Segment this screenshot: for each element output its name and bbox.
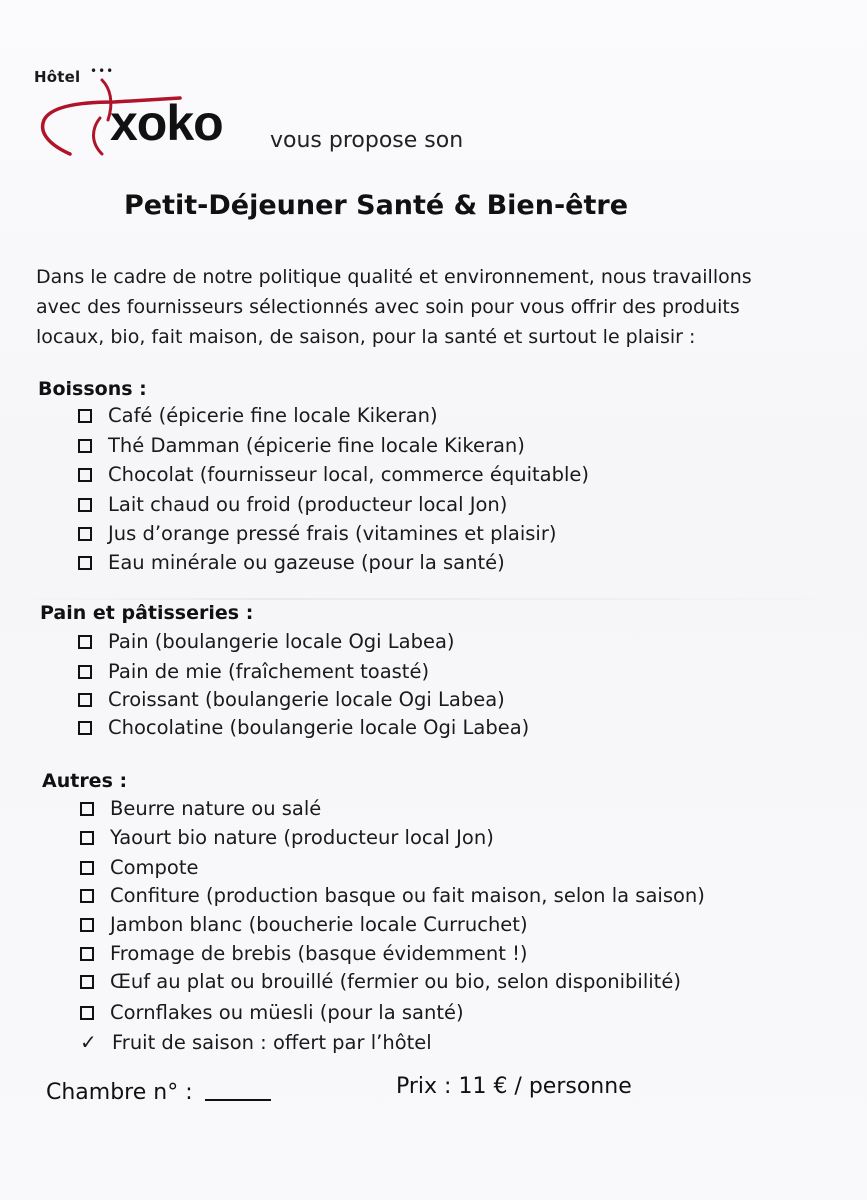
menu-option[interactable] — [80, 797, 321, 820]
option-label: Café (épicerie fine locale Kikeran) — [108, 404, 438, 427]
menu-option[interactable] — [78, 522, 556, 545]
hotel-logo — [30, 62, 260, 162]
menu-option[interactable] — [80, 942, 528, 965]
menu-option[interactable] — [78, 404, 438, 427]
checkbox-empty-icon[interactable] — [78, 635, 92, 649]
option-label: Croissant (boulangerie locale Ogi Labea) — [108, 688, 505, 711]
option-label: Thé Damman (épicerie fine locale Kikeran) — [108, 434, 525, 457]
checkbox-empty-icon[interactable] — [80, 1006, 94, 1020]
price-label: Prix : 11 € / personne — [396, 1074, 632, 1099]
option-label: Fruit de saison : offert par l’hôtel — [112, 1031, 432, 1054]
menu-option[interactable] — [80, 884, 705, 907]
menu-option[interactable] — [78, 493, 507, 516]
option-label: Compote — [110, 856, 199, 879]
menu-option[interactable] — [80, 970, 681, 993]
page-title: Petit-Déjeuner Santé & Bien-être — [124, 190, 629, 221]
menu-option[interactable] — [78, 630, 455, 653]
menu-option[interactable] — [78, 463, 589, 486]
option-label: Confiture (production basque ou fait maison, selon la saison) — [110, 884, 705, 907]
logo-brand-word: xoko — [110, 95, 223, 151]
checkbox-empty-icon[interactable] — [80, 918, 94, 932]
checkbox-empty-icon[interactable] — [80, 889, 94, 903]
option-label: Beurre nature ou salé — [110, 797, 322, 820]
checkbox-empty-icon[interactable] — [78, 721, 92, 735]
checkbox-empty-icon[interactable] — [80, 861, 94, 875]
checkbox-empty-icon[interactable] — [78, 439, 92, 453]
tagline: vous propose son — [270, 128, 464, 153]
checkbox-empty-icon[interactable] — [80, 975, 94, 989]
option-label: Chocolatine (boulangerie locale Ogi Labea) — [108, 716, 530, 739]
checkbox-empty-icon[interactable] — [78, 665, 92, 679]
option-label: Chocolat (fournisseur local, commerce équitable) — [108, 463, 589, 486]
intro-paragraph — [36, 262, 826, 352]
menu-option[interactable] — [80, 826, 494, 849]
intro-line: avec des fournisseurs sélectionnés avec soin pour vous offrir des produits — [36, 296, 740, 318]
menu-option[interactable] — [80, 913, 528, 936]
section-title-boissons: Boissons : — [38, 378, 147, 400]
logo-stars: ••• — [90, 64, 115, 78]
menu-option[interactable] — [80, 1001, 464, 1024]
intro-line: Dans le cadre de notre politique qualité et environnement, nous travaillons — [36, 266, 752, 288]
room-number-blank[interactable] — [205, 1099, 271, 1101]
section-title-autres: Autres : — [42, 770, 128, 792]
option-label: Lait chaud ou froid (producteur local Jon) — [108, 493, 508, 516]
option-label: Cornflakes ou müesli (pour la santé) — [110, 1001, 464, 1024]
checkbox-empty-icon[interactable] — [78, 468, 92, 482]
room-number-label: Chambre n° : — [46, 1080, 193, 1105]
checkbox-empty-icon[interactable] — [78, 498, 92, 512]
menu-option[interactable] — [80, 856, 199, 879]
checkbox-empty-icon[interactable] — [78, 693, 92, 707]
option-label: Pain de mie (fraîchement toasté) — [108, 660, 430, 683]
menu-option[interactable] — [78, 716, 529, 739]
menu-option[interactable] — [78, 551, 505, 574]
option-label: Eau minérale ou gazeuse (pour la santé) — [108, 551, 505, 574]
menu-option[interactable] — [78, 688, 505, 711]
menu-option[interactable] — [78, 660, 429, 683]
checkbox-empty-icon[interactable] — [80, 802, 94, 816]
option-label: Jambon blanc (boucherie locale Curruchet) — [110, 913, 528, 936]
checkbox-empty-icon[interactable] — [78, 527, 92, 541]
paper-crease — [0, 598, 867, 600]
option-label: Yaourt bio nature (producteur local Jon) — [110, 826, 494, 849]
checkbox-empty-icon[interactable] — [80, 831, 94, 845]
option-label: Œuf au plat ou brouillé (fermier ou bio, selon disponibilité) — [110, 970, 681, 993]
checkbox-empty-icon[interactable] — [78, 409, 92, 423]
logo-hotel-word: Hôtel — [34, 68, 81, 86]
section-title-pain: Pain et pâtisseries : — [40, 602, 254, 624]
checkbox-empty-icon[interactable] — [80, 947, 94, 961]
room-number-field[interactable] — [46, 1080, 271, 1105]
check-mark-icon: ✓ — [80, 1030, 97, 1054]
menu-option[interactable] — [78, 434, 525, 457]
menu-option-included — [80, 1030, 432, 1054]
checkbox-empty-icon[interactable] — [78, 556, 92, 570]
option-label: Pain (boulangerie locale Ogi Labea) — [108, 630, 455, 653]
intro-line: locaux, bio, fait maison, de saison, pour la santé et surtout le plaisir : — [36, 326, 696, 348]
option-label: Jus d’orange pressé frais (vitamines et plaisir) — [108, 522, 557, 545]
option-label: Fromage de brebis (basque évidemment !) — [110, 942, 528, 965]
